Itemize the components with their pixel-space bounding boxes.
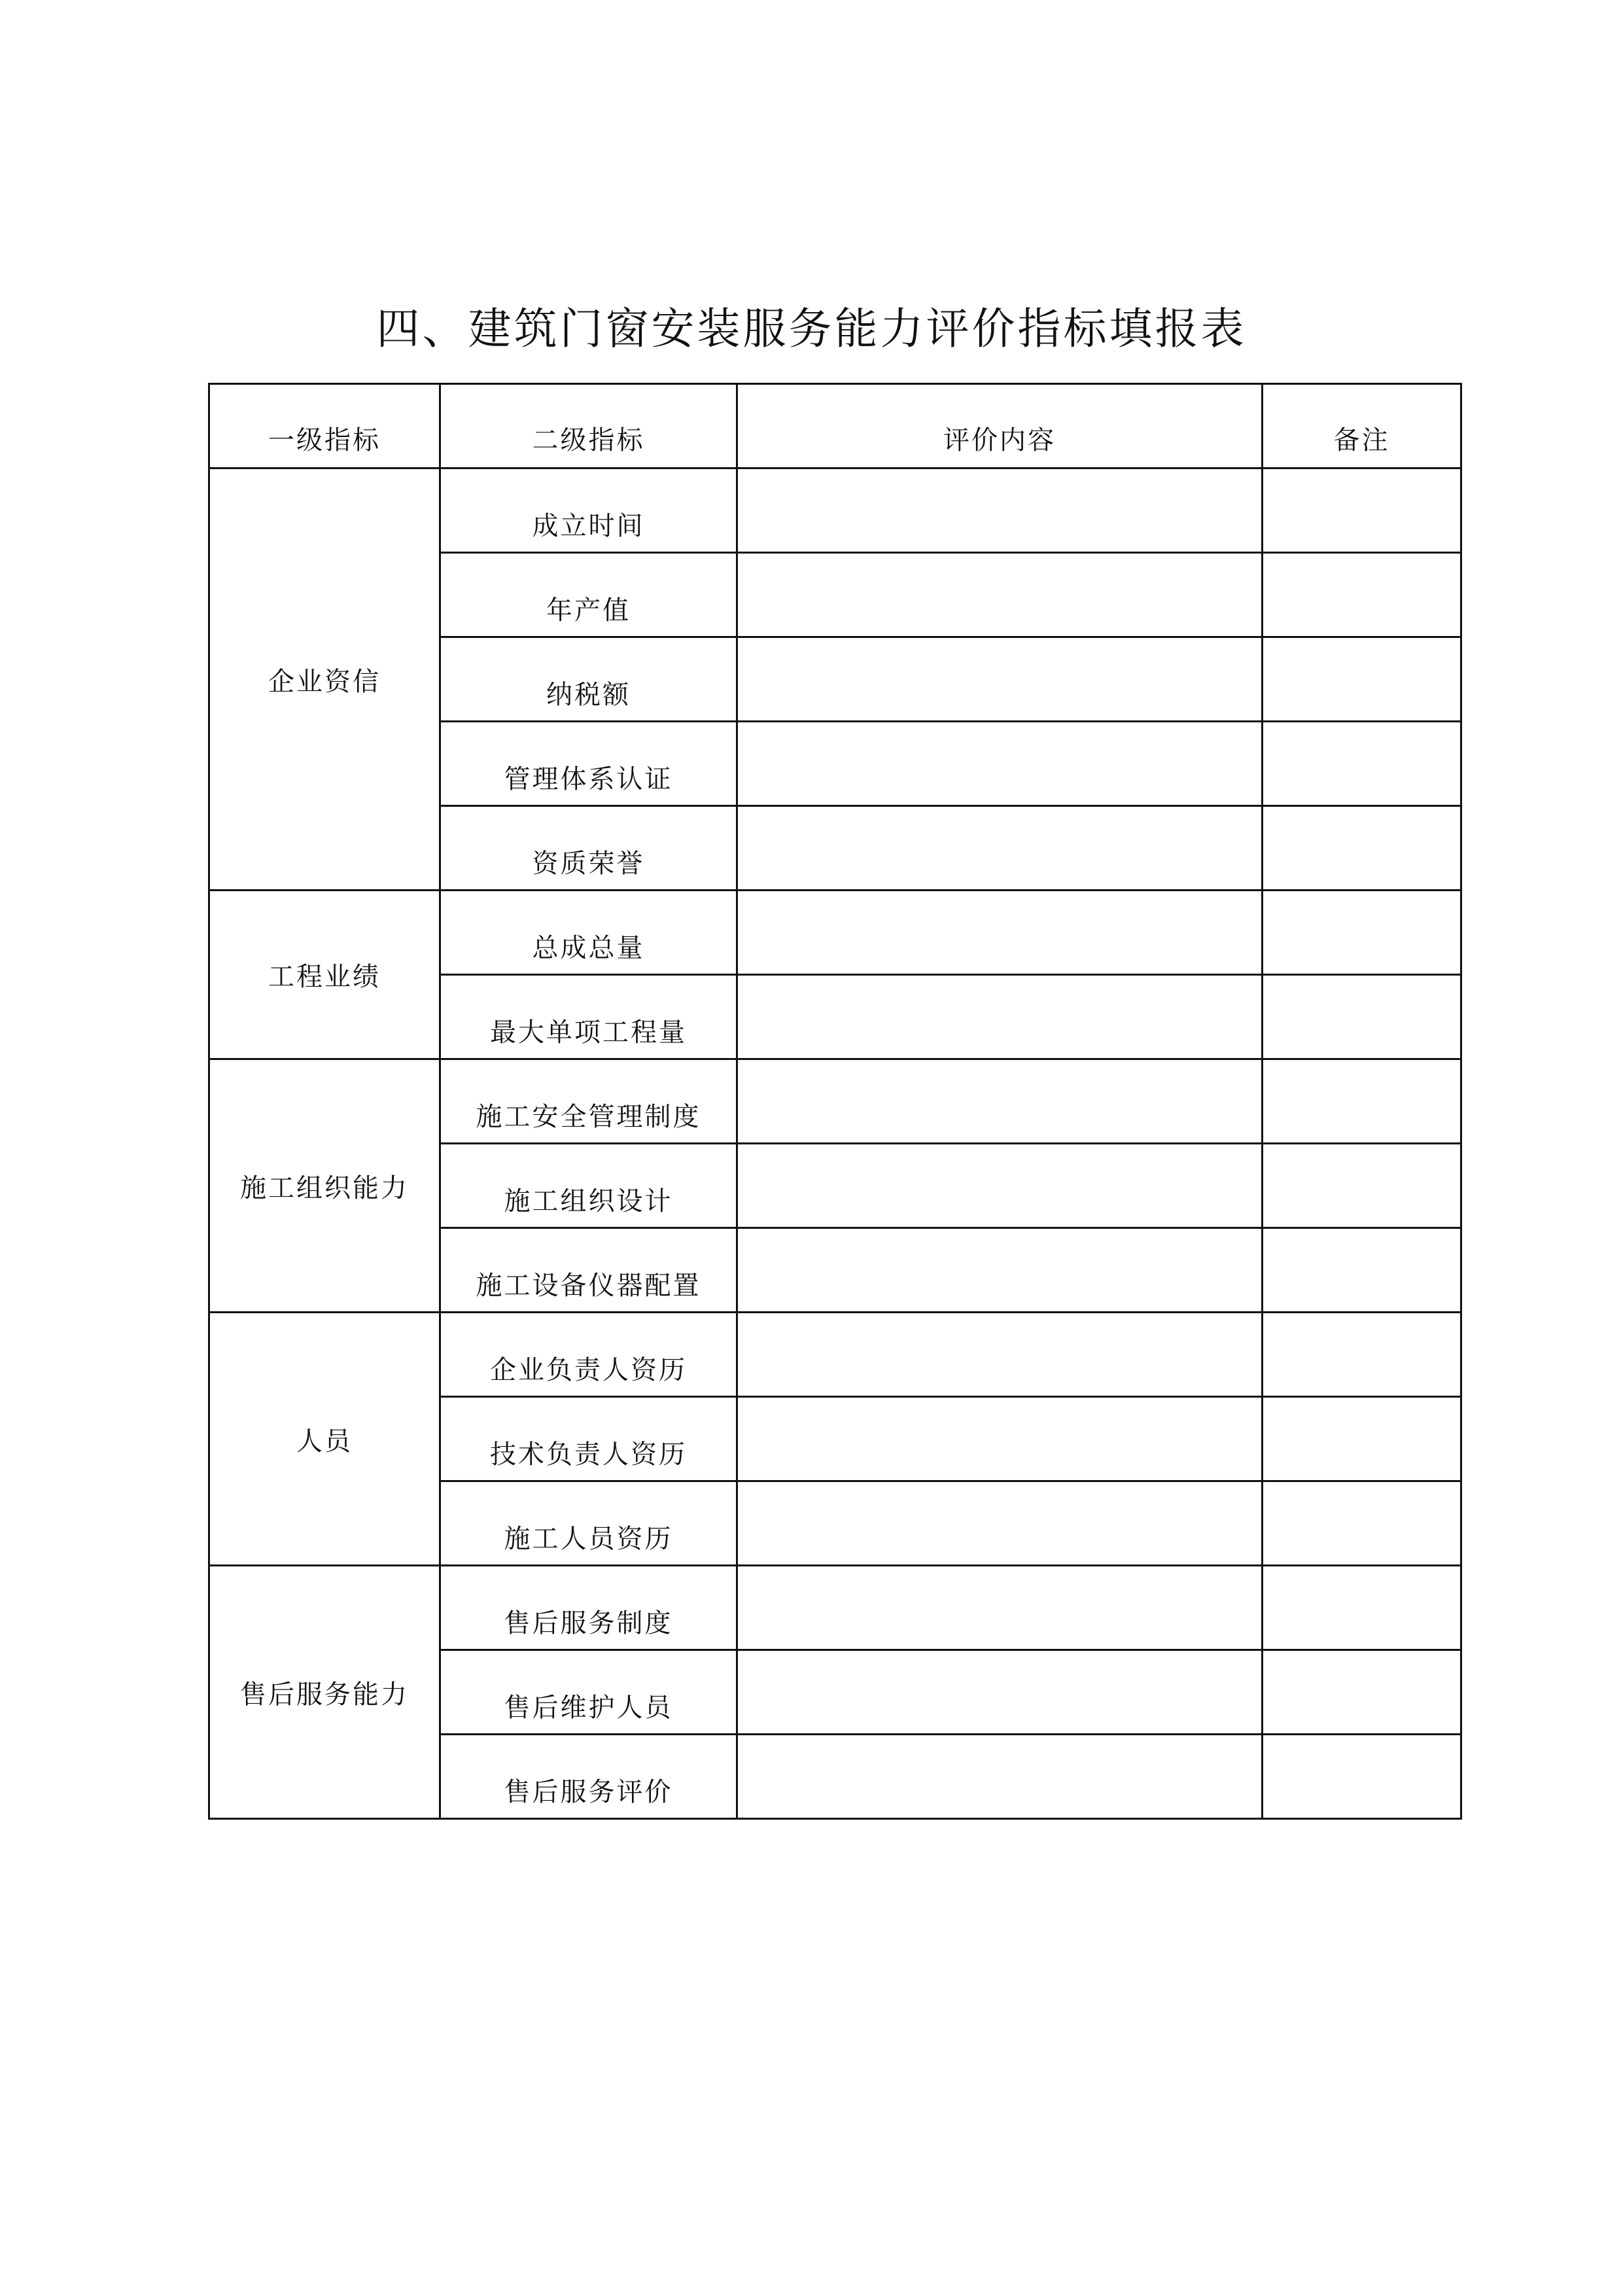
evaluation-form-table	[208, 383, 1462, 1820]
table-row	[209, 1313, 1461, 1397]
evaluation-content-cell[interactable]	[737, 637, 1263, 722]
remarks-cell[interactable]	[1263, 553, 1461, 637]
evaluation-content-cell[interactable]	[737, 722, 1263, 806]
remarks-cell[interactable]	[1263, 1228, 1461, 1313]
evaluation-content-cell[interactable]	[737, 1566, 1263, 1650]
table-row	[209, 1059, 1461, 1144]
evaluation-content-cell[interactable]	[737, 1144, 1263, 1228]
primary-indicator-cell: 施工组织能力	[209, 1059, 440, 1313]
remarks-cell[interactable]	[1263, 1144, 1461, 1228]
secondary-indicator-cell: 企业负责人资历	[440, 1313, 737, 1397]
remarks-cell[interactable]	[1263, 891, 1461, 975]
secondary-indicator-cell: 施工人员资历	[440, 1481, 737, 1566]
remarks-cell[interactable]	[1263, 1481, 1461, 1566]
header-evaluation-content: 评价内容	[737, 384, 1263, 468]
evaluation-content-cell[interactable]	[737, 975, 1263, 1059]
page-title: 四、建筑门窗安装服务能力评价指标填报表	[376, 304, 1247, 354]
remarks-cell[interactable]	[1263, 1397, 1461, 1481]
header-row	[209, 384, 1461, 468]
remarks-cell[interactable]	[1263, 637, 1461, 722]
secondary-indicator-cell: 资质荣誉	[440, 806, 737, 891]
primary-indicator-cell: 工程业绩	[209, 891, 440, 1059]
remarks-cell[interactable]	[1263, 722, 1461, 806]
header-primary-indicator: 一级指标	[209, 384, 440, 468]
evaluation-content-cell[interactable]	[737, 1481, 1263, 1566]
secondary-indicator-cell: 成立时间	[440, 468, 737, 553]
table-row	[209, 1566, 1461, 1650]
secondary-indicator-cell: 售后维护人员	[440, 1650, 737, 1735]
secondary-indicator-cell: 年产值	[440, 553, 737, 637]
secondary-indicator-cell: 最大单项工程量	[440, 975, 737, 1059]
primary-indicator-cell: 人员	[209, 1313, 440, 1566]
evaluation-content-cell[interactable]	[737, 891, 1263, 975]
remarks-cell[interactable]	[1263, 468, 1461, 553]
secondary-indicator-cell: 总成总量	[440, 891, 737, 975]
evaluation-content-cell[interactable]	[737, 553, 1263, 637]
remarks-cell[interactable]	[1263, 806, 1461, 891]
table-row	[209, 468, 1461, 553]
primary-indicator-cell: 企业资信	[209, 468, 440, 891]
secondary-indicator-cell: 售后服务评价	[440, 1735, 737, 1819]
evaluation-content-cell[interactable]	[737, 1650, 1263, 1735]
remarks-cell[interactable]	[1263, 975, 1461, 1059]
secondary-indicator-cell: 施工组织设计	[440, 1144, 737, 1228]
secondary-indicator-cell: 管理体系认证	[440, 722, 737, 806]
primary-indicator-cell: 售后服务能力	[209, 1566, 440, 1819]
remarks-cell[interactable]	[1263, 1313, 1461, 1397]
table-row	[209, 891, 1461, 975]
evaluation-content-cell[interactable]	[737, 1397, 1263, 1481]
evaluation-content-cell[interactable]	[737, 1059, 1263, 1144]
secondary-indicator-cell: 施工安全管理制度	[440, 1059, 737, 1144]
secondary-indicator-cell: 纳税额	[440, 637, 737, 722]
evaluation-content-cell[interactable]	[737, 1735, 1263, 1819]
secondary-indicator-cell: 施工设备仪器配置	[440, 1228, 737, 1313]
evaluation-content-cell[interactable]	[737, 1228, 1263, 1313]
remarks-cell[interactable]	[1263, 1059, 1461, 1144]
secondary-indicator-cell: 售后服务制度	[440, 1566, 737, 1650]
evaluation-content-cell[interactable]	[737, 1313, 1263, 1397]
evaluation-content-cell[interactable]	[737, 806, 1263, 891]
header-remarks: 备注	[1263, 384, 1461, 468]
secondary-indicator-cell: 技术负责人资历	[440, 1397, 737, 1481]
evaluation-content-cell[interactable]	[737, 468, 1263, 553]
remarks-cell[interactable]	[1263, 1735, 1461, 1819]
remarks-cell[interactable]	[1263, 1650, 1461, 1735]
remarks-cell[interactable]	[1263, 1566, 1461, 1650]
header-secondary-indicator: 二级指标	[440, 384, 737, 468]
